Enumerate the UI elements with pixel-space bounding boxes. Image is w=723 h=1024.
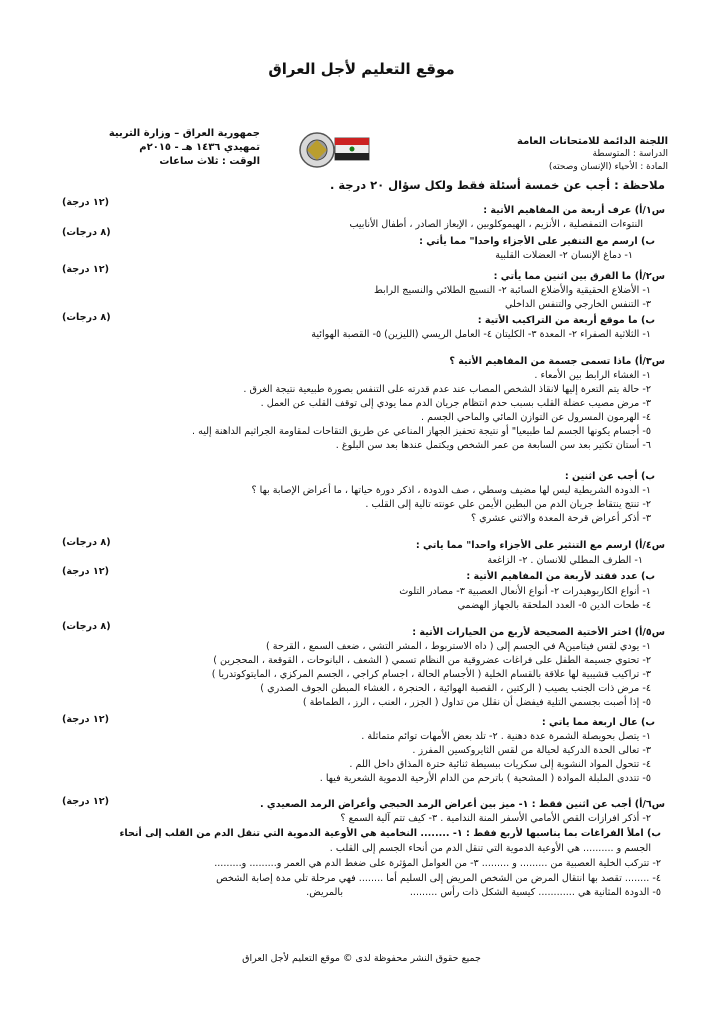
grade-q1-a: (١٢ درجة) bbox=[62, 197, 110, 208]
q6-b-1: الجسم و .......... هي الأوعية الدموية التي تنقل الدم من أنحاء الجسم إلى القلب . bbox=[329, 843, 651, 854]
q6-a: س٦/أ) أجب عن اثنين فقط : ١- ميز بين أعراض الرمد الحبجي وأعراض الرمد الصعيدي . bbox=[259, 799, 665, 810]
q2-a: س٢/أ) ما الفرق بين اثنين مما يأتي : bbox=[493, 271, 665, 282]
q5-a-5: ٥- إذا أصبت بجسمي التلية فيفضل أن نقلل من تداول ( الجزر ، العنب ، الرز ، الطماطة ) bbox=[302, 697, 651, 708]
grade-q2-a: (١٢ درجة) bbox=[62, 264, 110, 275]
q5-a-3: ٣- تراكيب قشيبية لها علاقة بالقسام الخلية ( الأجسام الحالة ، اجسام كراجي ، الجسم المركزي ، المايتوكوتدريا ) bbox=[211, 669, 651, 680]
grade-q2-b: (٨ درجات) bbox=[62, 312, 111, 323]
subject-name: المادة : الأحياء (الإنسان وصحته) bbox=[548, 162, 668, 172]
q3-a-6: ٦- أستان تكتير بعد سن السابعة من عمر الشخص ويكتمل عندها بعد سن البلوغ . bbox=[335, 440, 651, 451]
study-level: الدراسة : المتوسطة bbox=[592, 149, 668, 159]
q1-a-items: النتوءات التمفصلية ، الأنزيم ، الهيموكلوبين ، الإيعاز الصادر ، أطفال الأنابيب bbox=[349, 219, 643, 230]
q2-a-1: ١- الأضلاع الحقيقية والأضلاع السائبة ٢- النسيج الطلائي والنسيج الرابط bbox=[373, 285, 651, 296]
q4-a-items: ١- الطرف المطلي للانسان . ٢- الزاغعة bbox=[487, 555, 643, 566]
q4-b-1: ١- أنواع الكاربوهيدرات ٢- أنواع الأنعال العصبية ٣- مصادر التلوث bbox=[399, 586, 651, 597]
q3-a-2: ٢- حالة يتم التعرة إليها لانقاذ الشخص المصاب عند عدم قدرته على التنفس بصورة طبيعية نتيجة الغرق . bbox=[243, 384, 651, 395]
q5-a-1: ١- يودي لقس فيتامينA في الجسم إلى ( داه الاستربوط ، المشر التشي ، ضعف السمع ، القرحة ) bbox=[266, 641, 651, 652]
q6-b-4: ٥- الدودة المثانية هي ............ كيسية الشكل ذات رأس ......... bbox=[409, 887, 661, 898]
q2-b: ب) ما موقع أربعة من التراكيب الأتية : bbox=[477, 315, 655, 326]
country-ministry: جمهورية العراق – وزارة التربية bbox=[108, 128, 260, 139]
grade-q6: (١٢ درجة) bbox=[62, 796, 110, 807]
grade-q5-a: (٨ درجات) bbox=[62, 621, 111, 632]
q6-b-2: ٢- تتركب الخلية العصبية من ......... و ......... ٣- من العوامل المؤثرة على ضغط الدم هي العمر و......... و......... bbox=[214, 858, 661, 869]
grade-q4-b: (١٢ درجة) bbox=[62, 566, 110, 577]
header-left bbox=[50, 127, 260, 169]
q5-a-2: ٢- تحتوي جسيمة الطفل على فراغات عضروقية من النظام تسمي ( الشعف ، البانوحات ، القوقعة ، المحجرين ) bbox=[213, 655, 651, 666]
copyright-footer: جميع حقوق النشر محفوظة لدى © موقع التعليم لأجل العراق bbox=[242, 953, 481, 964]
site-title: موقع التعليم لأجل العراق bbox=[268, 60, 455, 78]
q3-a-4: ٤- الهرمون المسرول عن التوازن المائي والماحي الجسم . bbox=[421, 412, 651, 423]
q5-b-3: ٤- تتحول المواد النشوية إلى سكريات ببسيطة ثنائية حترة المذاق داخل اللم . bbox=[349, 759, 651, 770]
q2-b-items: ١- الثلاثية الصفراء ٢- المعدة ٣- الكليتان ٤- العامل الريسي (الليزين) ٥- القصبة الهوائية bbox=[311, 329, 651, 340]
grade-q1-b: (٨ درجات) bbox=[62, 227, 111, 238]
q1-b-items: ١- دماغ الإنسان ٢- العضلات القلبية bbox=[495, 250, 633, 261]
exam-session: تمهيدي ١٤٣٦ هـ - ٢٠١٥م bbox=[139, 142, 260, 153]
q6-b: ب) املأ الفراغات بما يناسبها لأربع فقط : ١- ........ النخامية هي الأوعية الدموية التي تنقل الدم من القلب إلى أنحاء bbox=[119, 828, 661, 839]
q3-b-2: ٢- تنتج ينتقاط جريان الدم من البطين الأيمن علي عونته تالية إلى القلب . bbox=[365, 499, 651, 510]
emblem-logo bbox=[295, 128, 375, 172]
committee-name: اللجنة الدائمة للامتحانات العامة bbox=[517, 136, 668, 147]
q6-b-3-cont: بالمريض. bbox=[306, 887, 343, 898]
q3-a: س٣/أ) ماذا تسمى جسمة من المفاهيم الأتية ؟ bbox=[449, 356, 665, 367]
exam-time: الوقت : ثلاث ساعات bbox=[159, 156, 260, 167]
q2-a-2: ٣- التنفس الخارجي والتنفس الداخلي bbox=[504, 299, 651, 310]
q5-a-4: ٤- مرض ذات الجنب يصيب ( الركتين ، القصبة الهوائية ، الحنجرة ، الغشاء المبطن الجوف الصدري ) bbox=[260, 683, 651, 694]
q5-b-4: ٥- تتددى الملبلة الموادة ( المشحية ) باترحم من الدام الأرحية الدموية الشعرية فيها . bbox=[319, 773, 651, 784]
q5-b: ب) عال اربعة مما ياتي : bbox=[541, 717, 655, 728]
q6-b-3: ٤- ........ تقصد بها انتقال المرض من الشخص المريض إلى السليم أما ........ فهي مرحلة تلي مدة إصابة الشخص bbox=[216, 873, 661, 884]
q5-b-2: ٣- تعالى الحدة الدركية لحيالة من لقس الثايروكسين المفرز . bbox=[412, 745, 651, 756]
q4-b-2: ٤- طحات الدين ٥- العدد الملحقة بالجهاز الهضمي bbox=[457, 600, 651, 611]
exam-note: ملاحظة : أجب عن خمسة أسئلة فقط ولكل سؤال ٢٠ درجة . bbox=[329, 178, 665, 192]
q5-b-1: ١- يتصل بحويصلة الشمرة عدة دهنية . ٢- تلد بعض الأمهات توائم متماثلة . bbox=[361, 731, 651, 742]
q1-a: س١/أ) عرف أربعة من المفاهيم الأتية : bbox=[483, 205, 665, 216]
q4-b: ب) عدد فقتد لأربعة من المفاهيم الأتية : bbox=[466, 571, 655, 582]
q1-b: ب) ارسم مع التنفير على الأجزاء واحدا" مما يأتي : bbox=[419, 236, 655, 247]
q3-a-5: ٥- أجسام يكونها الجسم لما طبيعيا" أو نتيجة تحفيز الجهاز المناعي عن طريق التقاحات لمقاومة الجراثيم الداهنة إليه . bbox=[192, 426, 651, 437]
header-right bbox=[413, 135, 668, 174]
q3-a-3: ٣- مرض مصيب عضلة القلب بسبب حدم انتظام جريان الدم مما يودي إلى توقف القلب عن العمل . bbox=[260, 398, 651, 409]
q3-b: ب) أجب عن اثنين : bbox=[564, 471, 655, 482]
grade-q5-b: (١٢ درجة) bbox=[62, 714, 110, 725]
q3-b-1: ١- الدودة الشريطية ليس لها مضيف وسطي ، صف الدودة ، اذكر دورة حياتها ، ما أعراض الإصابة بها ؟ bbox=[251, 485, 651, 496]
grade-q4-a: (٨ درجات) bbox=[62, 537, 111, 548]
q6-a-2: ٢- أذكر افرازات القص الأمامي الأسفر المنة الندامية . ٣- كيف تتم آلية السمع ؟ bbox=[340, 813, 651, 824]
q5-a: س٥/أ) اختر الأختية الصحيحة لأربع من الحيارات الأتية : bbox=[412, 627, 665, 638]
q3-a-1: ١- الغشاء الرابط بين الأمعاء . bbox=[534, 370, 651, 381]
q3-b-3: ٣- أذكر أعراض قرحة المعدة والاثني عشري ؟ bbox=[471, 513, 651, 524]
q4-a: س٤/أ) ارسم مع التنثير على الأجزاء واحدا" مما ياتي : bbox=[415, 540, 665, 551]
